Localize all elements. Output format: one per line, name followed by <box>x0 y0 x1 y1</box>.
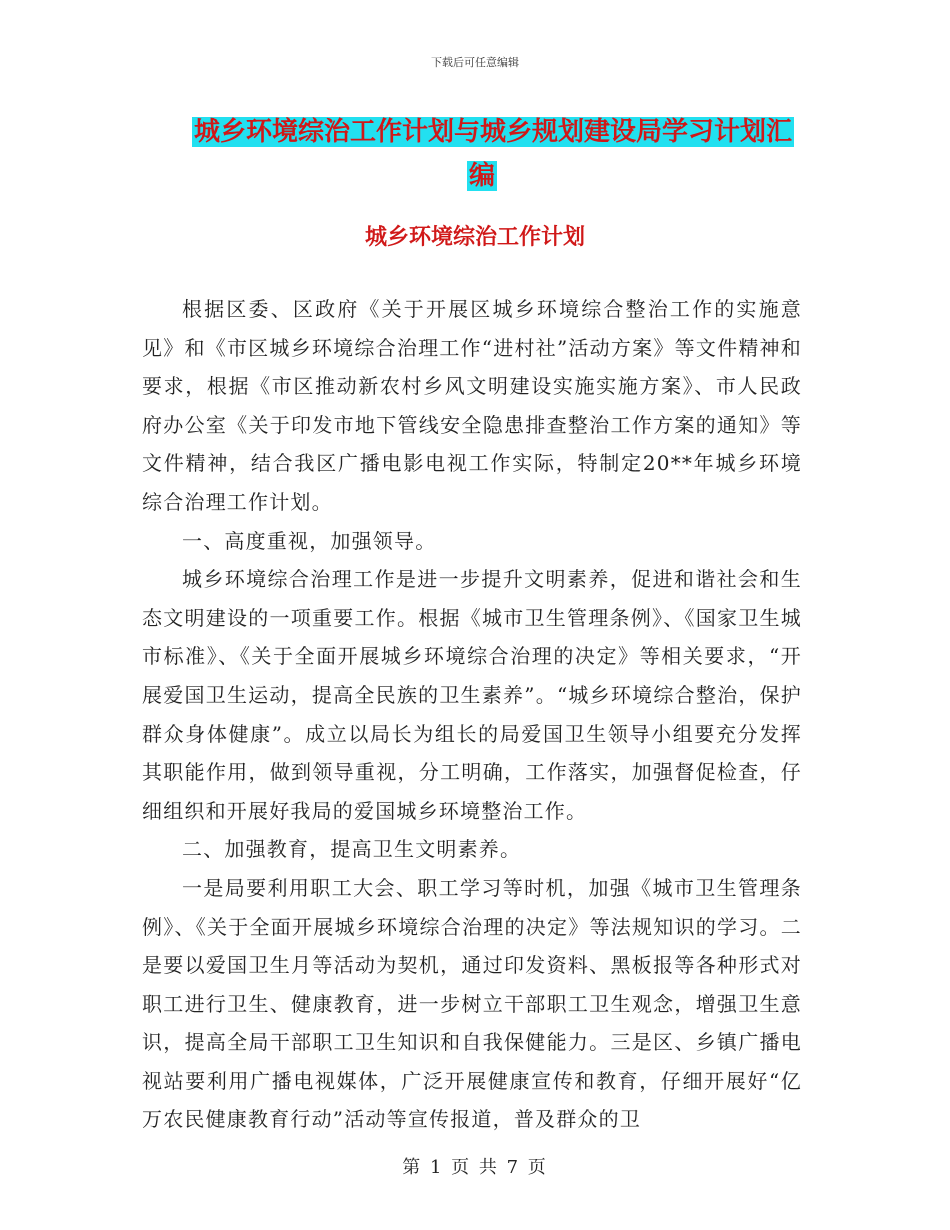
paragraph: 一、高度重视，加强领导。 <box>182 528 437 553</box>
paragraph: 城乡环境综合治理工作是进一步提升文明素养，促进和谐社会和生态文明建设的一项重要工作。根据《城市卫生管理条例》、《国家卫生城市标准》、《关于全面开展城乡环境综合治理的决定》等相关要求，“开展爱国卫生运动，提高全民族的卫生素养”。“城乡环境综合整治，保护群众身体健康”。成立以局长为组长的局爱国卫生领导小组要充分发挥其职能作用，做到领导重视，分工明确，工作落实，加强督促检查，仔细组织和开展好我局的爱国城乡环境整治工作。 <box>142 567 802 823</box>
header-note: 下载后可任意编辑 <box>431 56 519 69</box>
document-title-line1: 城乡环境综治工作计划与城乡规划建设局学习计划汇 <box>194 117 793 147</box>
paragraph: 二、加强教育，提高卫生文明素养。 <box>182 837 522 862</box>
page-footer: 第 1 页 共 7 页 <box>402 1157 548 1178</box>
paragraph: 根据区委、区政府《关于开展区城乡环境综合整治工作的实施意见》和《市区城乡环境综合治理工作“进村社”活动方案》等文件精神和要求，根据《市区推动新农村乡风文明建设实施实施方案》、市人民政府办公室《关于印发市地下管线安全隐患排查整治工作方案的通知》等文件精神，结合我区广播电影电视工作实际，特制定20**年城乡环境综合治理工作计划。 <box>142 297 802 514</box>
document-body <box>142 290 802 1139</box>
section-title: 城乡环境综治工作计划 <box>364 225 585 250</box>
document-title-line2: 编 <box>468 161 495 191</box>
paragraph: 一是局要利用职工大会、职工学习等时机，加强《城市卫生管理条例》、《关于全面开展城乡环境综合治理的决定》等法规知识的学习。二是要以爱国卫生月等活动为契机，通过印发资料、黑板报等各种形式对职工进行卫生、健康教育，进一步树立干部职工卫生观念，增强卫生意识，提高全局干部职工卫生知识和自我保健能力。三是区、乡镇广播电视站要利用广播电视媒体，广泛开展健康宣传和教育，仔细开展好“亿万农民健康教育行动”活动等宣传报道，普及群众的卫 <box>142 875 802 1132</box>
document-title <box>192 110 812 198</box>
